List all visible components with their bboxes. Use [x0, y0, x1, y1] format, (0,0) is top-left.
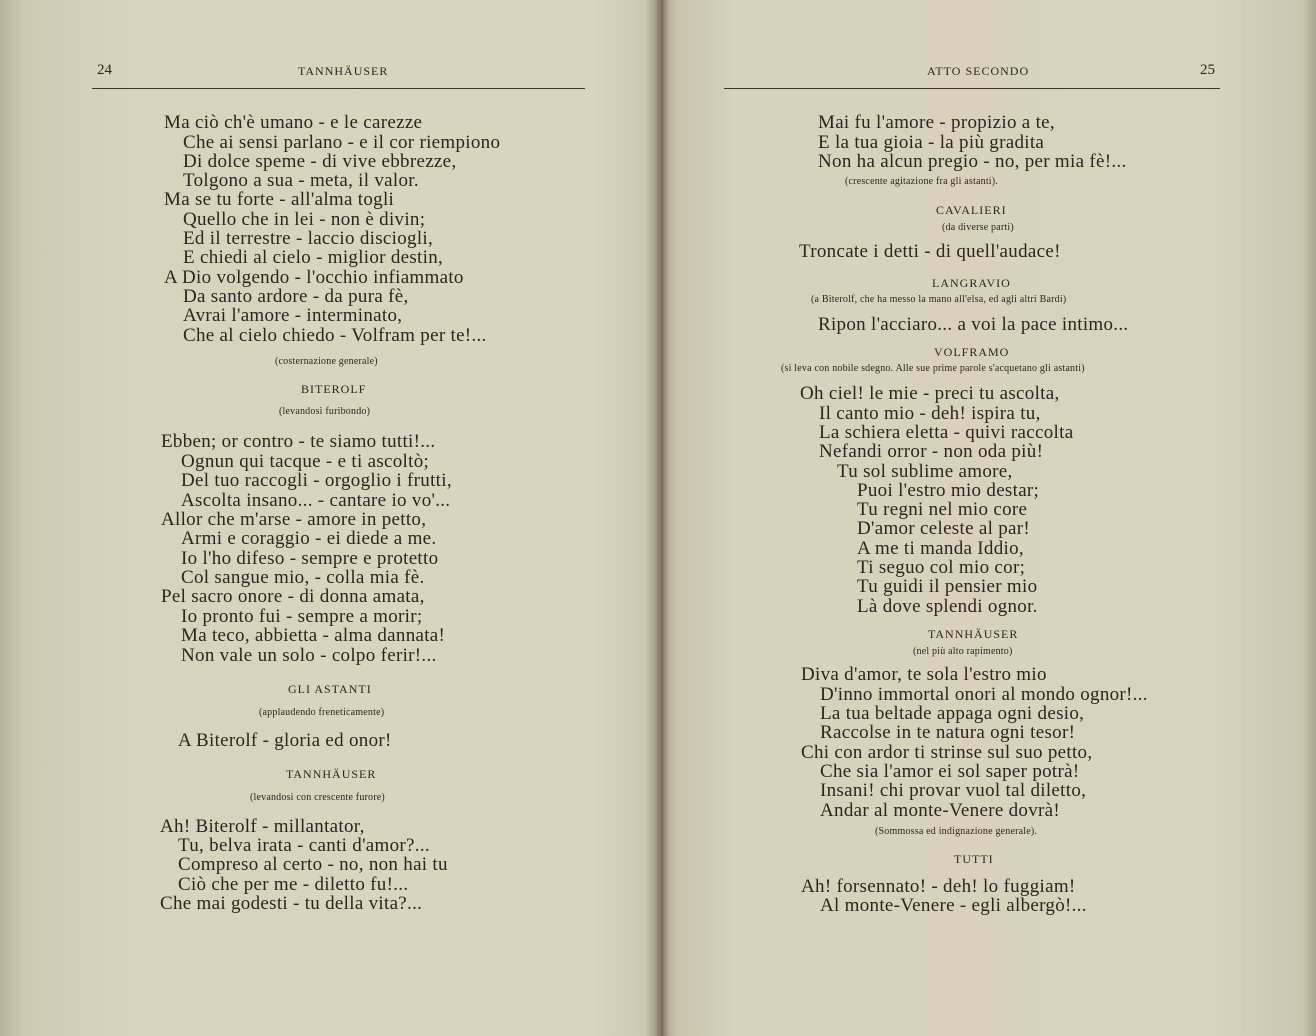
verse-line: Armi e coraggio - ei diede a me.: [181, 528, 437, 549]
verse-line: Non ha alcun pregio - no, per mia fè!...: [818, 151, 1127, 172]
speaker-name: TANNHÄUSER: [928, 627, 1019, 641]
verse-line: Ma teco, abbietta - alma dannata!: [181, 625, 446, 646]
stage-direction: (a Biterolf, che ha messo la mano all'elsa, ed agli altri Bardi): [811, 294, 1067, 305]
verse-line: Pel sacro onore - di donna amata,: [161, 586, 425, 607]
verse-line: Mai fu l'amore - propizio a te,: [818, 112, 1055, 133]
speaker-name: LANGRAVIO: [932, 276, 1011, 290]
verse-line: Ognun qui tacque - e ti ascoltò;: [181, 451, 430, 472]
left-page-header: [0, 60, 660, 84]
speaker-name: VOLFRAMO: [934, 345, 1010, 359]
verse-line: Del tuo raccogli - orgoglio i frutti,: [181, 470, 452, 491]
verse-line: Col sangue mio, - colla mia fè.: [181, 567, 425, 588]
header-rule: [92, 88, 585, 89]
verse-line: D'amor celeste al par!: [857, 518, 1031, 539]
verse-line: Il canto mio - deh! ispira tu,: [819, 403, 1041, 424]
verse-line: E la tua gioia - la più gradita: [818, 132, 1045, 153]
stage-direction: (costernazione generale): [275, 356, 378, 367]
verse-line: A Biterolf - gloria ed onor!: [178, 730, 392, 751]
verse-line: A me ti manda Iddio,: [857, 538, 1024, 559]
verse-line: Che mai godesti - tu della vita?...: [160, 893, 423, 914]
verse-line: Tu, belva irata - canti d'amor?...: [178, 835, 430, 856]
verse-line: A Dio volgendo - l'occhio infiammato: [164, 267, 464, 288]
verse-line: Puoi l'estro mio destar;: [857, 480, 1040, 501]
verse-line: Ti seguo col mio cor;: [857, 557, 1026, 578]
verse-line: Ah! Biterolf - millantator,: [160, 816, 365, 837]
verse-line: Oh ciel! le mie - preci tu ascolta,: [800, 383, 1060, 404]
stage-direction: (levandosi con crescente furore): [250, 792, 385, 803]
verse-line: Diva d'amor, te sola l'estro mio: [801, 664, 1047, 685]
verse-line: Ripon l'acciaro... a voi la pace intimo...: [818, 314, 1129, 335]
running-title: ATTO SECONDO: [927, 64, 1030, 78]
verse-line: Ascolta insano... - cantare io vo'...: [181, 490, 451, 511]
right-page: [662, 0, 1316, 1036]
stage-direction: (levandosi furibondo): [279, 406, 371, 417]
verse-line: Avrai l'amore - interminato,: [183, 305, 403, 326]
verse-line: Di dolce speme - di vive ebbrezze,: [183, 151, 457, 172]
stage-direction: (da diverse parti): [942, 222, 1014, 233]
verse-line: Nefandi orror - non oda più!: [819, 441, 1044, 462]
stage-direction: (Sommossa ed indignazione generale).: [875, 826, 1038, 837]
stage-direction: (crescente agitazione fra gli astanti).: [845, 176, 999, 187]
verse-line: Quello che in lei - non è divin;: [183, 209, 426, 230]
speaker-name: BITEROLF: [301, 382, 367, 396]
verse-line: Non vale un solo - colpo ferir!...: [181, 645, 437, 666]
verse-line: Chi con ardor ti strinse sul suo petto,: [801, 742, 1093, 763]
verse-line: Io l'ho difeso - sempre e protetto: [181, 548, 439, 569]
verse-line: Tolgono a sua - meta, il valor.: [183, 170, 419, 191]
speaker-name: CAVALIERI: [936, 203, 1007, 217]
verse-line: Raccolse in te natura ogni tesor!: [820, 722, 1076, 743]
running-title: TANNHÄUSER: [298, 64, 389, 78]
verse-line: Al monte-Venere - egli albergò!...: [820, 895, 1087, 916]
verse-line: Troncate i detti - di quell'audace!: [799, 241, 1061, 262]
stage-direction: (applaudendo freneticamente): [259, 707, 385, 718]
verse-line: Ma se tu forte - all'alma togli: [164, 189, 395, 210]
verse-line: Ma ciò ch'è umano - e le carezze: [164, 112, 423, 133]
speaker-name: TANNHÄUSER: [286, 767, 377, 781]
speaker-name: TUTTI: [954, 852, 994, 866]
verse-line: Da santo ardore - da pura fè,: [183, 286, 409, 307]
verse-line: Ed il terrestre - laccio disciogli,: [183, 228, 434, 249]
speaker-name: GLI ASTANTI: [288, 682, 372, 696]
verse-line: D'inno immortal onori al mondo ognor!...: [820, 684, 1148, 705]
verse-line: Io pronto fui - sempre a morir;: [181, 606, 423, 627]
verse-line: Tu guidi il pensier mio: [857, 576, 1038, 597]
page-number: 24: [97, 62, 112, 78]
verse-line: Insani! chi provar vuol tal diletto,: [820, 780, 1087, 801]
verse-line: Che al cielo chiedo - Volfram per te!...: [183, 325, 487, 346]
verse-line: Allor che m'arse - amore in petto,: [161, 509, 427, 530]
page-number: 25: [1200, 62, 1215, 78]
stage-direction: (si leva con nobile sdegno. Alle sue prime parole s'acquetano gli astanti): [781, 363, 1085, 374]
verse-line: Che sia l'amor ei sol saper potrà!: [820, 761, 1080, 782]
verse-line: Tu regni nel mio core: [857, 499, 1028, 520]
verse-line: Ciò che per me - diletto fu!...: [178, 874, 409, 895]
verse-line: Andar al monte-Venere dovrà!: [820, 800, 1060, 821]
verse-line: Compreso al certo - no, non hai tu: [178, 854, 448, 875]
verse-line: Tu sol sublime amore,: [837, 461, 1013, 482]
header-rule: [724, 88, 1220, 89]
verse-line: E chiedi al cielo - miglior destin,: [183, 247, 444, 268]
right-page-header: [662, 60, 1316, 84]
verse-line: Ebben; or contro - te siamo tutti!...: [161, 431, 436, 452]
verse-line: La tua beltade appaga ogni desio,: [820, 703, 1085, 724]
verse-line: La schiera eletta - quivi raccolta: [819, 422, 1074, 443]
stage-direction: (nel più alto rapimento): [913, 646, 1013, 657]
verse-line: Là dove splendi ognor.: [857, 596, 1038, 617]
verse-line: Ah! forsennato! - deh! lo fuggiam!: [801, 876, 1076, 897]
verse-line: Che ai sensi parlano - e il cor riempiono: [183, 132, 501, 153]
